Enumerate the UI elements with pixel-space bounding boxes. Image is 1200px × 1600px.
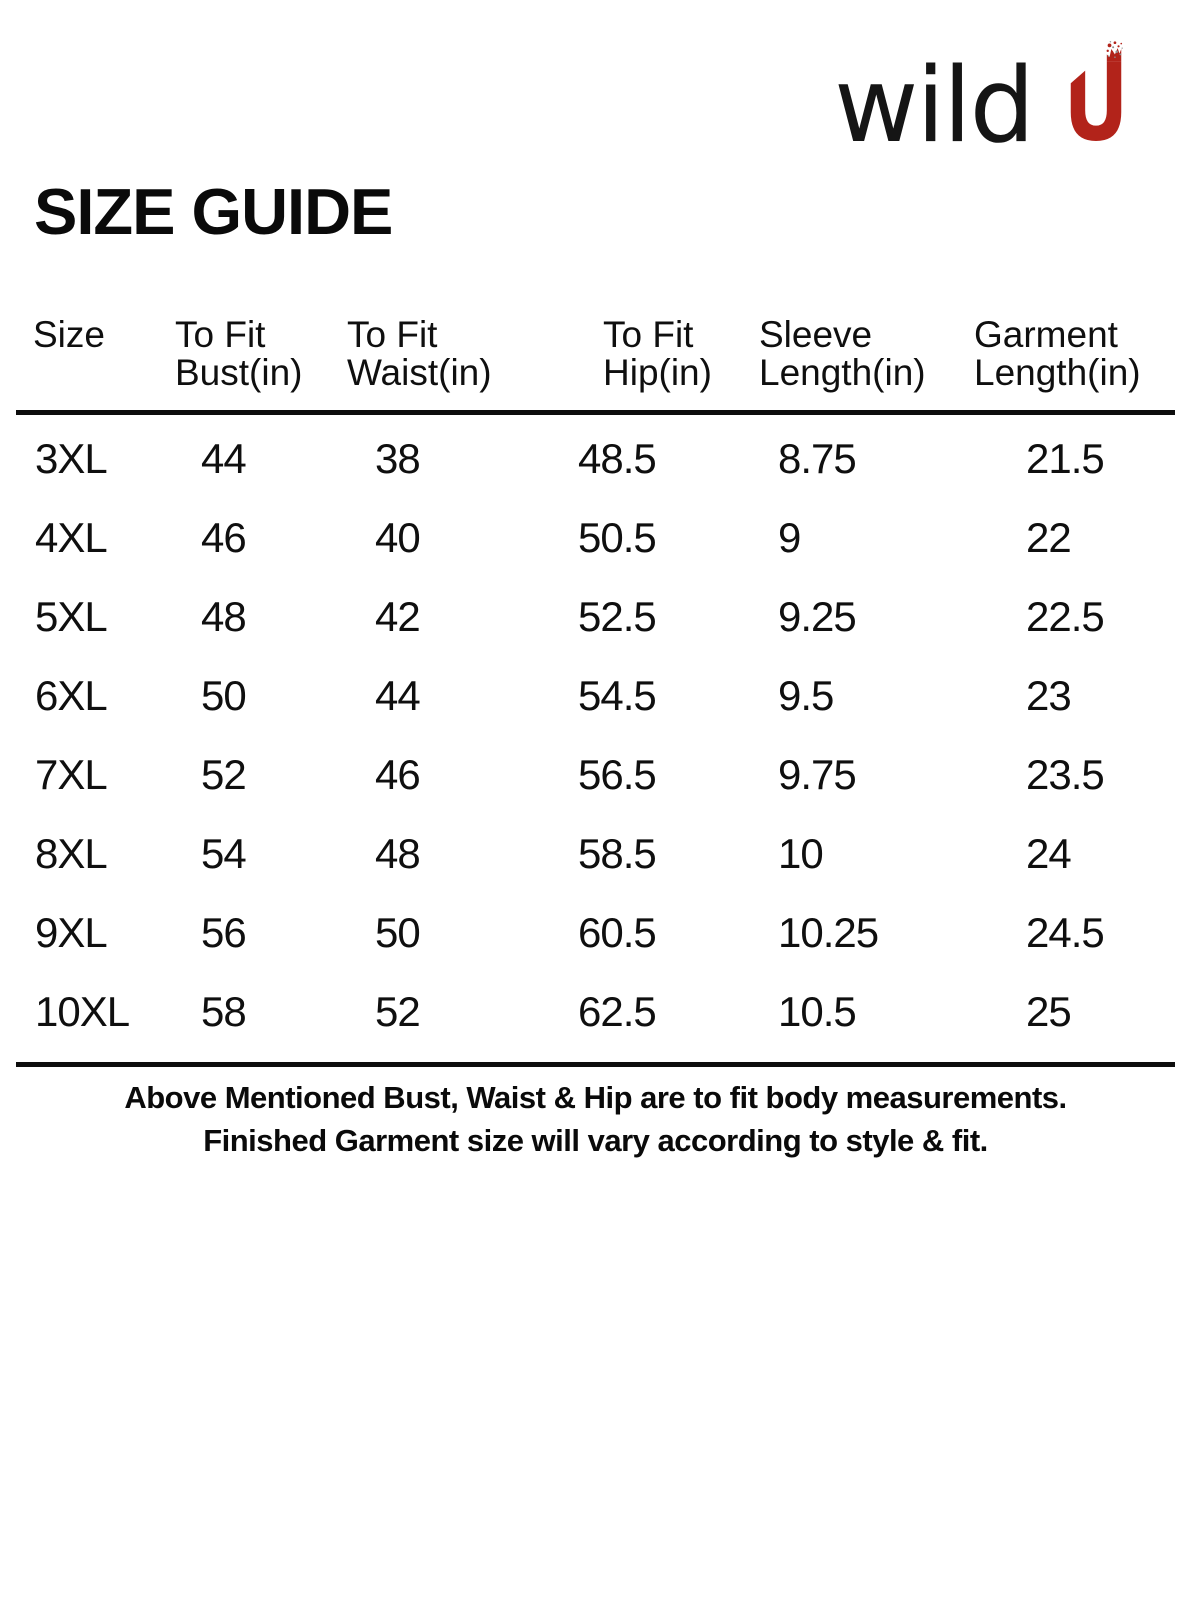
cell-waist: 46 — [375, 750, 420, 798]
col-header-line2: Bust(in) — [175, 352, 303, 393]
cell-size: 3XL — [35, 434, 107, 482]
cell-waist: 42 — [375, 592, 420, 640]
cell-bust: 58 — [201, 987, 246, 1035]
cell-waist: 48 — [375, 829, 420, 877]
col-header-hip — [603, 316, 759, 392]
cell-bust: 50 — [201, 671, 246, 719]
table-bottom-divider — [16, 1062, 1175, 1067]
cell-garment-length: 21.5 — [1026, 434, 1104, 482]
col-header-sleeve-length — [759, 316, 974, 392]
table-row — [35, 972, 1185, 1051]
table-row — [35, 656, 1185, 735]
cell-sleeve-length: 10.5 — [778, 987, 856, 1035]
col-header-line1: To Fit — [175, 314, 266, 355]
col-header-line1: To Fit — [347, 314, 438, 355]
table-row — [35, 419, 1185, 498]
brand-logo-text: wild — [834, 46, 1033, 166]
table-row — [35, 735, 1185, 814]
cell-bust: 56 — [201, 908, 246, 956]
page-title: SIZE GUIDE — [34, 175, 393, 248]
cell-bust: 44 — [201, 434, 246, 482]
table-top-divider — [16, 410, 1175, 415]
cell-waist: 40 — [375, 513, 420, 561]
size-chart-body — [35, 419, 1185, 1051]
cell-hip: 62.5 — [578, 987, 656, 1035]
cell-size: 4XL — [35, 513, 107, 561]
table-row — [35, 577, 1185, 656]
cell-hip: 50.5 — [578, 513, 656, 561]
brand-logo-u-icon — [1067, 40, 1125, 141]
cell-garment-length: 25 — [1026, 987, 1071, 1035]
cell-sleeve-length: 10 — [778, 829, 823, 877]
cell-sleeve-length: 9.75 — [778, 750, 856, 798]
col-header-size — [33, 316, 175, 392]
cell-hip: 56.5 — [578, 750, 656, 798]
cell-garment-length: 23 — [1026, 671, 1071, 719]
cell-sleeve-length: 9.5 — [778, 671, 834, 719]
col-header-waist — [347, 316, 603, 392]
col-header-line2: Length(in) — [974, 352, 1141, 393]
cell-bust: 54 — [201, 829, 246, 877]
cell-hip: 54.5 — [578, 671, 656, 719]
cell-size: 10XL — [35, 987, 130, 1035]
cell-garment-length: 22 — [1026, 513, 1071, 561]
col-header-line1: To Fit — [603, 314, 694, 355]
col-header-line2: Length(in) — [759, 352, 926, 393]
col-header-bust — [175, 316, 347, 392]
cell-sleeve-length: 8.75 — [778, 434, 856, 482]
footnote-line-1: Above Mentioned Bust, Waist & Hip are to fit body measurements. — [124, 1080, 1067, 1115]
table-row — [35, 893, 1185, 972]
cell-garment-length: 23.5 — [1026, 750, 1104, 798]
cell-garment-length: 22.5 — [1026, 592, 1104, 640]
cell-hip: 60.5 — [578, 908, 656, 956]
cell-sleeve-length: 9 — [778, 513, 801, 561]
cell-waist: 44 — [375, 671, 420, 719]
cell-hip: 52.5 — [578, 592, 656, 640]
cell-waist: 52 — [375, 987, 420, 1035]
col-header-line2: Size — [33, 314, 105, 355]
cell-size: 6XL — [35, 671, 107, 719]
cell-size: 9XL — [35, 908, 107, 956]
cell-hip: 48.5 — [578, 434, 656, 482]
cell-waist: 38 — [375, 434, 420, 482]
cell-size: 5XL — [35, 592, 107, 640]
cell-size: 7XL — [35, 750, 107, 798]
cell-size: 8XL — [35, 829, 107, 877]
footnote — [16, 1076, 1175, 1162]
col-header-line2: Hip(in) — [603, 352, 712, 393]
brand-logo — [834, 40, 1125, 166]
size-chart-header-row — [33, 316, 1175, 392]
col-header-line1: Sleeve — [759, 314, 873, 355]
cell-bust: 48 — [201, 592, 246, 640]
table-row — [35, 498, 1185, 577]
col-header-garment-length — [974, 316, 1175, 392]
footnote-line-2: Finished Garment size will vary according to style & fit. — [203, 1123, 988, 1158]
cell-sleeve-length: 9.25 — [778, 592, 856, 640]
cell-sleeve-length: 10.25 — [778, 908, 879, 956]
table-row — [35, 814, 1185, 893]
cell-waist: 50 — [375, 908, 420, 956]
cell-bust: 46 — [201, 513, 246, 561]
cell-bust: 52 — [201, 750, 246, 798]
cell-hip: 58.5 — [578, 829, 656, 877]
col-header-line1: Garment — [974, 314, 1118, 355]
cell-garment-length: 24.5 — [1026, 908, 1104, 956]
col-header-line2: Waist(in) — [347, 352, 492, 393]
cell-garment-length: 24 — [1026, 829, 1071, 877]
